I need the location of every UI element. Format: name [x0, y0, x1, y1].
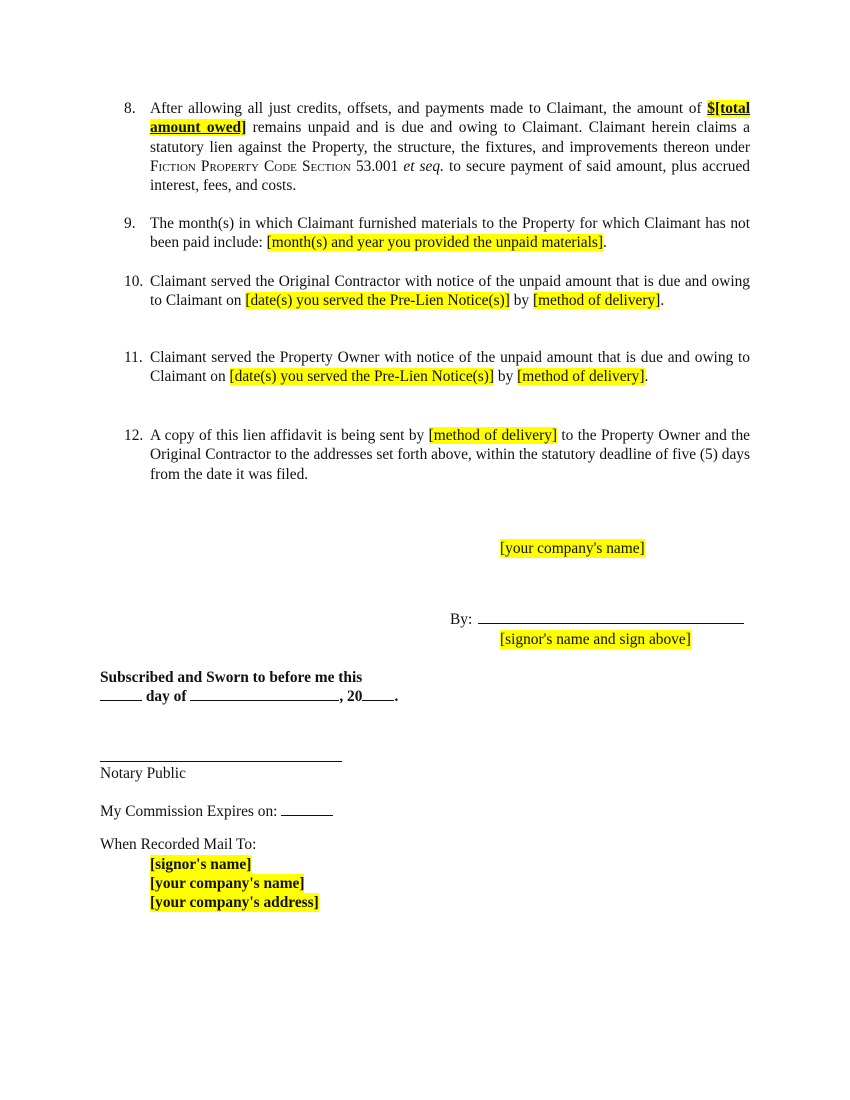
signature-line — [450, 610, 744, 629]
text-run: The month(s) in which Claimant furnished materials to the Property for which Claimant has not been paid include: — [150, 215, 750, 252]
total-amount-placeholder: $[total amount owed] — [150, 100, 750, 137]
text-run: . — [660, 292, 665, 310]
text-run: 53.001 — [350, 157, 404, 175]
commission-blank — [281, 802, 333, 816]
item-number: 11. — [124, 349, 143, 366]
text-run: After allowing all just credits, offsets, and payments made to Claimant, the amount of — [150, 100, 708, 117]
list-item-11 — [124, 348, 750, 387]
item-number: 9. — [124, 215, 136, 232]
signature-company-name: [your company's name] — [500, 540, 645, 557]
et-seq: et seq. — [403, 157, 444, 175]
year-prefix: , 20 — [339, 688, 363, 705]
day-blank — [100, 687, 142, 701]
mail-to-label: When Recorded Mail To: — [100, 836, 257, 853]
mail-company-name: [your company's name] — [150, 875, 305, 892]
method-placeholder: [method of delivery] — [532, 292, 661, 310]
text-run: Claimant served the Property Owner with notice of the unpaid amount that is due and owing to Claimant on — [150, 349, 750, 386]
item-number: 12. — [124, 427, 144, 444]
text-run: . — [644, 368, 649, 386]
months-placeholder: [month(s) and year you provided the unpaid materials] — [266, 234, 604, 252]
item-number: 8. — [124, 100, 136, 117]
item-text — [150, 99, 750, 195]
text-run: . — [603, 234, 607, 252]
text-run: to the Property Owner and the Original Contractor to the addresses set forth above, within the statutory deadline of five (5) days from the date it was filed. — [150, 427, 750, 483]
list-item-8 — [124, 99, 750, 195]
method-placeholder: [method of delivery] — [428, 427, 558, 444]
list-item-9 — [124, 214, 750, 253]
item-text — [150, 272, 750, 311]
date-line — [100, 687, 398, 706]
date-placeholder: [date(s) you served the Pre-Lien Notice(s)] — [229, 368, 495, 386]
mail-signor-name: [signor's name] — [150, 856, 252, 873]
text-run: by — [509, 292, 533, 310]
period: . — [394, 688, 399, 705]
method-placeholder: [method of delivery] — [517, 368, 645, 386]
commission-label: My Commission Expires on: — [100, 803, 278, 820]
text-run: Claimant served the Original Contractor with notice of the unpaid amount that is due and owing to Claimant on — [150, 273, 750, 310]
item-text — [150, 214, 750, 253]
text-run: by — [494, 368, 518, 386]
text-run: to secure payment of said amount, plus accrued interest, fees, and costs. — [150, 157, 750, 195]
month-blank — [190, 687, 339, 701]
commission-line — [100, 802, 333, 821]
day-of-label: day of — [145, 688, 187, 705]
signor-name-placeholder: [signor's name and sign above] — [500, 631, 691, 648]
list-item-12 — [124, 426, 750, 484]
item-text — [150, 426, 750, 484]
notary-public-label: Notary Public — [100, 765, 186, 782]
mail-company-address: [your company's address] — [150, 894, 319, 911]
subscribed-sworn: Subscribed and Sworn to before me this — [100, 669, 363, 686]
text-run: remains unpaid and is due and owing to Claimant. Claimant herein claims a statutory lien against the Property, the structure, the fixtures, and improvements thereon under — [150, 119, 750, 156]
year-blank — [362, 687, 394, 701]
list-item-10 — [124, 272, 750, 311]
item-number: 10. — [124, 273, 144, 290]
notary-signature-line — [100, 747, 342, 762]
item-text — [150, 348, 750, 387]
text-run: A copy of this lien affidavit is being sent by — [150, 427, 429, 444]
code-reference: Fiction Property Code Section — [150, 157, 351, 175]
signature-underline — [478, 610, 744, 624]
date-placeholder: [date(s) you served the Pre-Lien Notice(s)] — [245, 292, 510, 310]
by-label: By: — [450, 611, 473, 628]
